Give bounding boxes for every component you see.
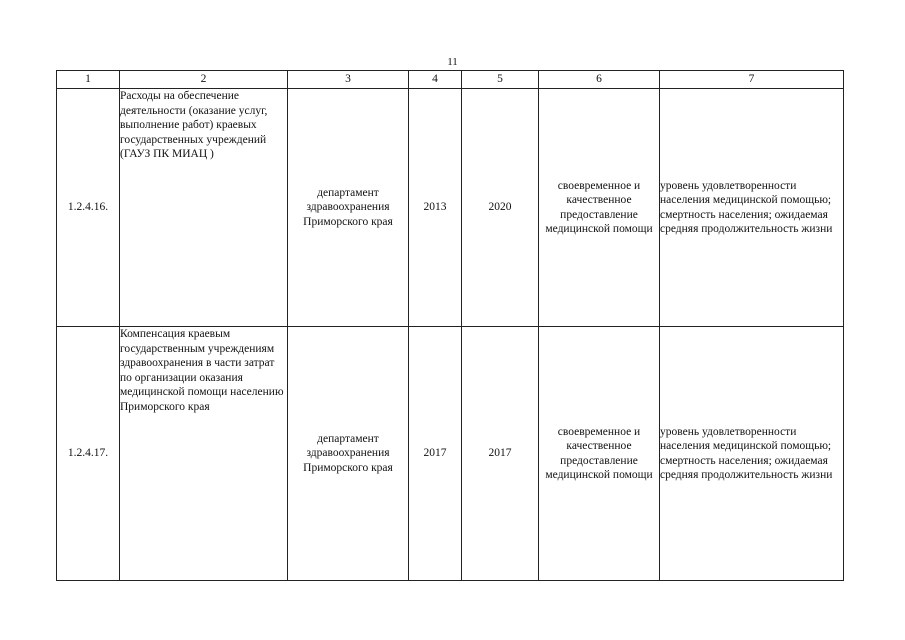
column-header-5: 5: [462, 71, 539, 89]
column-header-3: 3: [288, 71, 409, 89]
responsible-department: департамент здравоохранения Приморского края: [288, 327, 409, 581]
column-header-2: 2: [120, 71, 288, 89]
expected-result: своевременное и качественное предоставление медицинской помощи: [539, 89, 660, 327]
end-year: 2020: [462, 89, 539, 327]
row-number: 1.2.4.17.: [57, 327, 120, 581]
start-year: 2017: [409, 327, 462, 581]
end-year: 2017: [462, 327, 539, 581]
expected-result: своевременное и качественное предоставление медицинской помощи: [539, 327, 660, 581]
table-row: [57, 89, 844, 327]
column-header-4: 4: [409, 71, 462, 89]
activity-name: Расходы на обеспечение деятельности (оказание услуг, выполнение работ) краевых государственных учреждений (ГАУЗ ПК МИАЦ ): [120, 89, 288, 327]
column-header-7: 7: [660, 71, 844, 89]
activities-table: [56, 70, 844, 581]
table-header-row: [57, 71, 844, 89]
page-number: 11: [447, 56, 458, 68]
activity-name: Компенсация краевым государственным учреждениям здравоохранения в части затрат по организации оказания медицинской помощи населению Приморского края: [120, 327, 288, 581]
row-number: 1.2.4.16.: [57, 89, 120, 327]
target-indicator: уровень удовлетворенности населения медицинской помощью; смертность населения; ожидаемая средняя продолжительность жизни: [660, 327, 844, 581]
responsible-department: департамент здравоохранения Приморского края: [288, 89, 409, 327]
table-row: [57, 327, 844, 581]
column-header-1: 1: [57, 71, 120, 89]
column-header-6: 6: [539, 71, 660, 89]
start-year: 2013: [409, 89, 462, 327]
target-indicator: уровень удовлетворенности населения медицинской помощью; смертность населения; ожидаемая средняя продолжительность жизни: [660, 89, 844, 327]
